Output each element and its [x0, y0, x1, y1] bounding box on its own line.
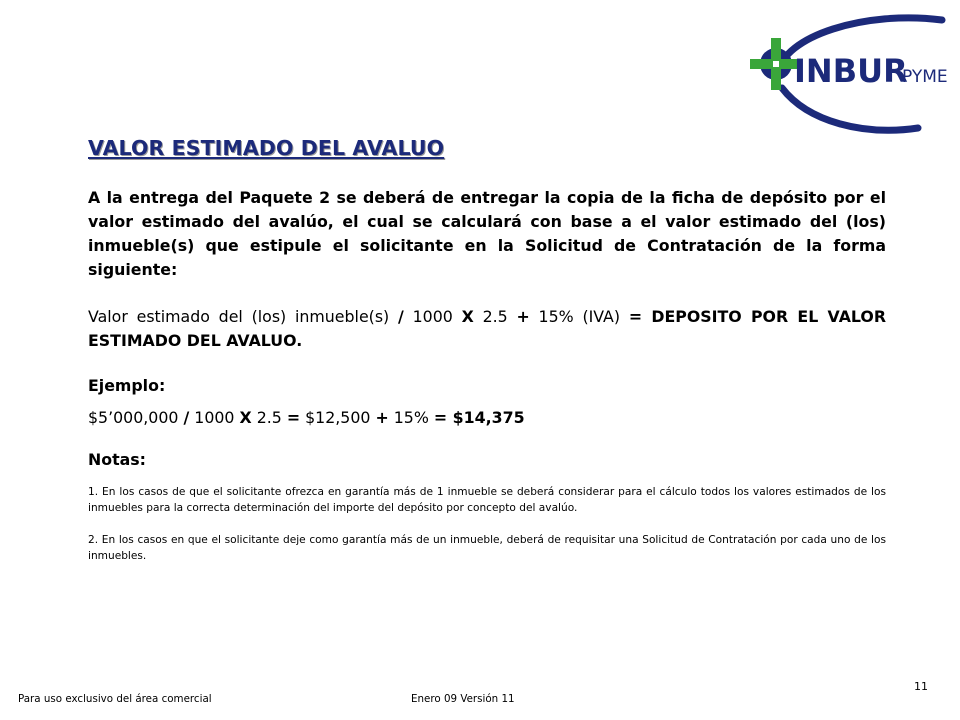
example-result: = $14,375 — [433, 408, 525, 427]
example-operator: = — [286, 408, 301, 427]
example-part: $5’000,000 — [88, 408, 184, 427]
formula-part: 15% (IVA) — [529, 307, 629, 326]
page-title: VALOR ESTIMADO DEL AVALUO — [88, 136, 445, 160]
example-calculation — [88, 407, 886, 429]
logo-wordmark: INBUR — [794, 52, 908, 90]
intro-paragraph: A la entrega del Paquete 2 se deberá de entregar la copia de la ficha de depósito por el valor estimado del avalúo, el cual se calculará con base a el valor estimado del (los) inmueble(s) que estipule el solicitante en la Solicitud de Contratación de la forma siguiente: — [88, 188, 886, 279]
footer-version: Enero 09 Versión 11 — [411, 693, 515, 705]
formula-operator: X — [461, 307, 474, 326]
formula-part: 1000 — [403, 307, 462, 326]
example-heading: Ejemplo: — [88, 376, 166, 395]
formula-paragraph — [88, 305, 886, 353]
example-operator: / — [183, 408, 190, 427]
footer-confidentiality: Para uso exclusivo del área comercial — [18, 693, 212, 705]
note-item: 1. En los casos de que el solicitante ofrezca en garantía más de 1 inmueble se deberá considerar para el cálculo todos los valores estimados de los inmuebles para la correcta determinación del importe del depósito por concepto del avalúo. — [88, 486, 886, 514]
example-operator: X — [239, 408, 252, 427]
logo-wordmark-suffix: PYME — [902, 67, 948, 87]
formula-part: Valor estimado del (los) inmueble(s) — [88, 307, 399, 326]
example-part: 1000 — [189, 408, 240, 427]
logo-emblem-center — [773, 61, 779, 67]
formula-result: = DEPOSITO POR EL VALOR ESTIMADO DEL AVALUO. — [88, 307, 887, 350]
note-item: 2. En los casos en que el solicitante deje como garantía más de un inmueble, deberá de requisitar una Solicitud de Contratación por cada uno de los inmuebles. — [88, 534, 886, 562]
formula-operator: + — [516, 307, 530, 326]
page-number: 11 — [914, 680, 928, 693]
example-part: $12,500 — [300, 408, 376, 427]
example-part: 15% — [388, 408, 434, 427]
main-content — [88, 186, 886, 564]
notes-heading: Notas: — [88, 450, 147, 469]
formula-operator: / — [398, 307, 404, 326]
formula-part: 2.5 — [473, 307, 517, 326]
example-part: 2.5 — [251, 408, 287, 427]
inburpyme-logo — [746, 8, 956, 136]
logo-swoosh-bottom — [782, 88, 918, 130]
example-operator: + — [375, 408, 389, 427]
inburpyme-logo-graphic — [746, 8, 956, 136]
